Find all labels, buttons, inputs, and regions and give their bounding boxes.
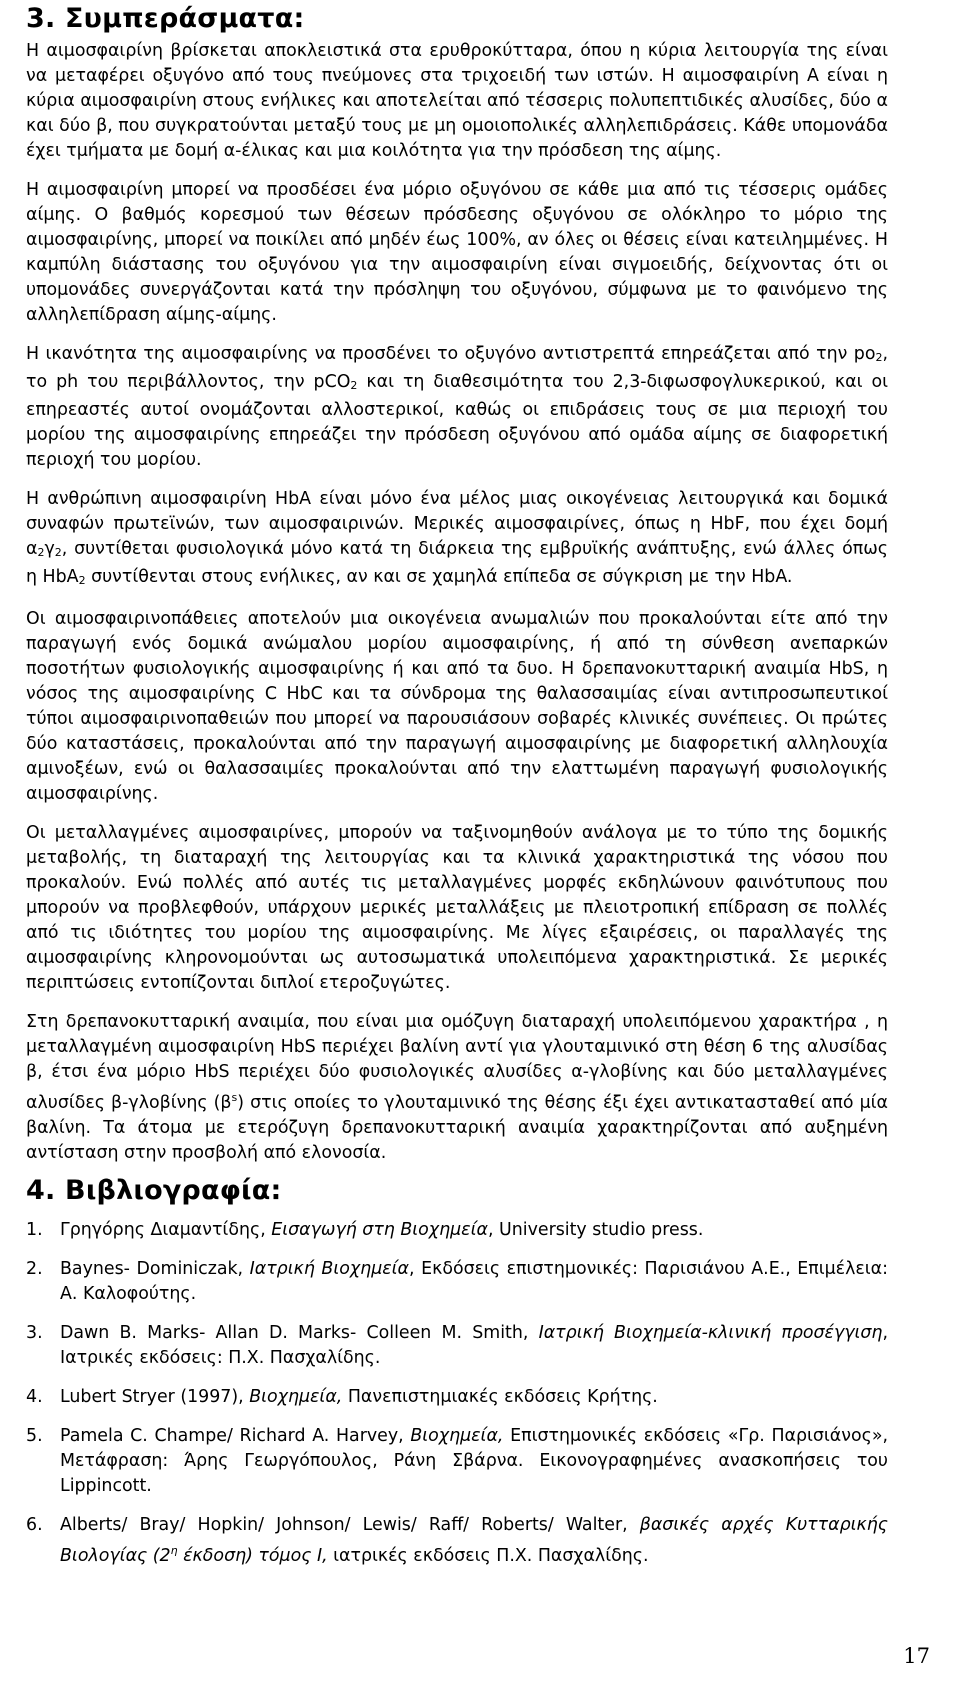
bibliography-item [26,1218,888,1243]
text-run: Πανεπιστημιακές εκδόσεις Κρήτης. [342,1387,658,1407]
conclusions-paragraph-5: Οι αιμοσφαιρινοπάθειες αποτελούν μια οικογένεια ανωμαλιών που προκαλούνται είτε από την παραγωγή ενός δομικά ανώμαλου μορίου αιμοσφαιρίνης, ή από τη σύνθεση ανεπαρκών ποσοτήτων φυσιολογικής αιμοσφαιρίνης ή και από τα δυο. Η δρεπανοκυτταρική αναιμία HbS, η νόσος της αιμοσφαιρίνης C HbC και τα σύνδρομα της θαλασσαιμίας είναι αντιπροσωπευτικοί τύποι αιμοσφαιρινοπαθειών που μπορεί να παρουσιάσουν σοβαρές κλινικές συνέπειες. Οι πρώτες δύο καταστάσεις, προκαλούνται από την παραγωγή αιμοσφαιρίνης με διαφορετική αλληλουχία αμινοξέων, ενώ οι θαλασσαιμίες προκαλούνται από την ελαττωμένη παραγωγή φυσιολογικής αιμοσφαιρίνης. [26,609,888,804]
text-run: Baynes- Dominiczak, [60,1259,250,1279]
text-run: , Ιατρικές εκδόσεις: Π.Χ. Πασχαλίδης. [60,1323,888,1368]
bibliography-item [26,1513,888,1569]
superscript: s [231,1091,238,1104]
text-run: Επιστημονικές εκδόσεις «Γρ. Παρισιάνος», Μετάφραση: Άρης Γεωργόπουλος, Ράνη Σβάρνα. Εικονογραφημένες ανασκοπήσεις του Lippincott. [60,1426,889,1496]
subscript: 2 [875,351,883,364]
section-title-bibliography: 4. Βιβλιογραφία: [26,1175,282,1206]
conclusions-paragraph-6: Οι μεταλλαγμένες αιμοσφαιρίνες, μπορούν να ταξινομηθούν ανάλογα με το τύπο της δομικής μεταβολής, τη διαταραχή της λειτουργίας και τα κλινικά χαρακτηριστικά της νόσου που προκαλούν. Ενώ πολλές από αυτές τις μεταλλαγμένες μορφές εκδηλώνουν φαινότυπους που μπορούν να προβλεφθούν, υπάρχουν μερικές μεταλλάξεις με πλειοτροπική επίδραση σε πολλές από τις ιδιότητες του μορίου της αιμοσφαιρίνης. Με λίγες εξαιρέσεις, οι παραλλαγές της αιμοσφαιρίνης κληρονομούνται ως αυτοσωματικά υπολειπόμενα χαρακτηριστικά. Σε μερικές περιπτώσεις εντοπίζονται διπλοί ετεροζυγώτες. [26,823,888,993]
bibliography-list [26,1218,888,1569]
text-run: Dawn B. Marks- Allan D. Marks- Colleen M. Smith, [60,1323,539,1343]
item-number: 2. [26,1259,43,1279]
text-run: , το ph του περιβάλλοντος, την pCO [26,344,888,392]
text-run: Lubert Stryer (1997), [60,1387,250,1407]
text-run: , Εκδόσεις επιστημονικές: Παρισιάνου Α.Ε., Επιμέλεια: Α. Καλοφούτης. [60,1259,888,1304]
text-run: έκδοση) τόμος Ι, [177,1546,328,1566]
item-text [60,1385,888,1410]
text-run: και τη διαθεσιμότητα του 2,3-διφωσφογλυκερικού, και οι επηρεαστές αυτοί ονομάζονται αλλοστερικοί, καθώς οι επιδράσεις τους σε μια περιοχή του μορίου της αιμοσφαιρίνης επηρεάζει την πρόσδεση οξυγόνου από ομάδα αίμης σε διαφορετική περιοχή του μορίου. [26,372,888,470]
item-text [60,1257,888,1307]
text-run: Η ικανότητα της αιμοσφαιρίνης να προσδένει το οξυγόνο αντιστρεπτά επηρεάζεται από την po [26,344,876,364]
text-run: γ [44,539,55,559]
text-run: Pamela C. Champe/ Richard A. Harvey, [60,1426,411,1446]
section-title-conclusions: 3. Συμπεράσματα: [26,3,305,34]
book-title: Βιοχημεία, [410,1426,504,1446]
item-number: 4. [26,1387,43,1407]
conclusions-paragraph-3 [26,342,888,473]
bibliography-item [26,1257,888,1307]
text-run: ιατρικές εκδόσεις Π.Χ. Πασχαλίδης. [327,1546,649,1566]
item-text [60,1513,888,1569]
text-run: βασικές αρχές Κυτταρικής Βιολογίας (2 [60,1515,888,1566]
item-text [60,1424,888,1499]
page-content [26,0,888,1583]
bibliography-item [26,1424,888,1499]
item-number: 1. [26,1220,43,1240]
item-text [60,1218,888,1243]
text-run: Στη δρεπανοκυτταρική αναιμία, που είναι μια ομόζυγη διαταραχή υπολειπόμενου χαρακτήρα , η μεταλλαγμένη αιμοσφαιρίνη HbS περιέχει βαλίνη αντί για γλουταμινικό στη θέση 6 της αλυσίδας β, έτσι ένα μόριο HbS περιέχει δύο φυσιολογικές αλυσίδες α-γλοβίνης και δύο μεταλλαγμένες αλυσίδες β-γλοβίνης (β [26,1012,888,1113]
item-text [60,1321,888,1371]
text-run: Η ανθρώπινη αιμοσφαιρίνη HbA είναι μόνο ένα μέλος μιας οικογένειας λειτουργικά και δομικά συναφών πρωτεϊνών, των αιμοσφαιρινών. Μερικές αιμοσφαιρίνες, όπως η HbF, που έχει δομή α [26,489,888,559]
text-run: , συντίθεται φυσιολογικά μόνο κατά τη διάρκεια της εμβρυϊκής ανάπτυξης, ενώ άλλες όπως η HbA [26,539,888,587]
book-title: Ιατρική Βιοχημεία-κλινική προσέγγιση [538,1323,883,1343]
subscript: 2 [54,546,62,559]
conclusions-paragraph-2: Η αιμοσφαιρίνη μπορεί να προσδέσει ένα μόριο οξυγόνου σε κάθε μια από τις τέσσερις ομάδες αίμης. Ο βαθμός κορεσμού των θέσεων πρόσδεσης οξυγόνου σε ολόκληρο το μόριο της αιμοσφαιρίνης, μπορεί να ποικίλει από μηδέν έως 100%, αν όλες οι θέσεις είναι κατειλημμένες. Η καμπύλη διάστασης του οξυγόνου για την αιμοσφαιρίνη είναι σιγμοειδής, δείχνοντας ότι οι υπομονάδες συνεργάζονται κατά την πρόσληψη του οξυγόνου, σύμφωνα με το φαινόμενο της αλληλεπίδραση αίμης-αίμης. [26,180,888,325]
conclusions-paragraph-4 [26,487,888,593]
conclusions-paragraph-1: Η αιμοσφαιρίνη βρίσκεται αποκλειστικά στα ερυθροκύτταρα, όπου η κύρια λειτουργία της είναι να μεταφέρει οξυγόνο από τους πνεύμονες στα τριχοειδή των ιστών. Η αιμοσφαιρίνη Α είναι η κύρια αιμοσφαιρίνη στους ενήλικες και αποτελείται από τέσσερις πολυπεπτιδικές αλυσίδες, δύο α και δύο β, που συγκρατούνται μεταξύ τους με μη ομοιοπολικές αλληλεπιδράσεις. Κάθε υπομονάδα έχει τμήματα με δομή α-έλικας και μια κοιλότητα για την πρόσδεση της αίμης. [26,41,888,161]
text-run: συντίθενται στους ενήλικες, αν και σε χαμηλά επίπεδα σε σύγκριση με την HbA. [85,567,793,587]
page-number: 17 [903,1644,930,1668]
book-title: Ιατρική Βιοχημεία [249,1259,410,1279]
text-run: Alberts/ Bray/ Hopkin/ Johnson/ Lewis/ Raff/ Roberts/ Walter, [60,1515,640,1535]
conclusions-paragraph-7 [26,1010,888,1166]
item-number: 3. [26,1323,43,1343]
text-run: ) στις οποίες το γλουταμινικό της θέσης έξι έχει αντικατασταθεί από μία βαλίνη. Τα άτομα με ετερόζυγη δρεπανοκυτταρική αναιμία χαρακτηρίζονται από αυξημένη αντίσταση στην προσβολή από ελονοσία. [26,1093,888,1163]
item-number: 6. [26,1515,43,1535]
book-title: Βιοχημεία, [249,1387,343,1407]
bibliography-item [26,1385,888,1410]
superscript: η [170,1544,178,1557]
subscript: 2 [78,574,86,587]
text-run: , University studio press. [487,1220,704,1240]
book-title: Εισαγωγή στη Βιοχημεία [271,1220,488,1240]
subscript: 2 [37,546,45,559]
item-number: 5. [26,1426,43,1446]
bibliography-item [26,1321,888,1371]
subscript: 2 [350,379,358,392]
text-run: Γρηγόρης Διαμαντίδης, [60,1220,272,1240]
